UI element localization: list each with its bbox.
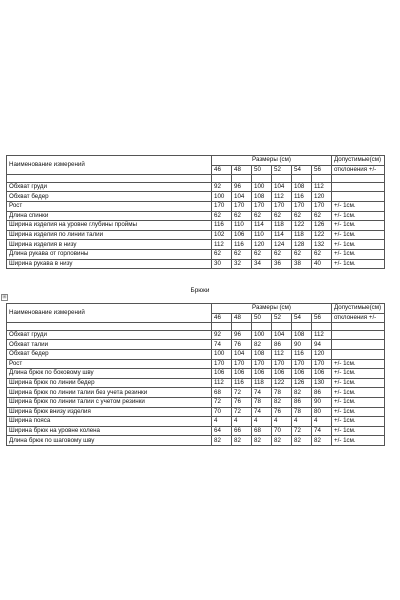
measurement-value: 106 [292,369,312,379]
measurement-value: 170 [272,201,292,211]
table-jacket-measurements [6,155,385,269]
table-row [7,211,385,221]
tolerance-value: +/- 1см. [332,369,385,379]
tolerance-value: +/- 1см. [332,378,385,388]
measurement-value: 90 [312,397,332,407]
measurement-value: 4 [212,417,232,427]
tolerance-value: +/- 1см. [332,240,385,250]
measurement-value: 106 [212,369,232,379]
measurement-value: 124 [272,240,292,250]
measurement-value: 78 [292,407,312,417]
size-col: 54 [292,165,312,175]
measurement-value: 4 [312,417,332,427]
measurement-value: 104 [272,330,292,340]
measurement-value: 100 [252,330,272,340]
measurement-name: Обхват талии [7,340,212,350]
tolerance-value [332,349,385,359]
table-header-row [7,304,385,314]
measurement-value: 104 [232,349,252,359]
measurement-value: 170 [252,359,272,369]
measurement-value: 72 [212,397,232,407]
size-col: 54 [292,313,312,323]
measurement-name: Длина брюк по шаговому шву [7,436,212,446]
size-col: 56 [312,313,332,323]
measurement-value: 92 [212,182,232,192]
measurement-value: 74 [252,388,272,398]
table-row [7,182,385,192]
measurement-value: 100 [212,192,232,202]
measurement-value: 108 [292,182,312,192]
measurement-value: 112 [312,182,332,192]
measurement-value: 170 [232,201,252,211]
table-row [7,426,385,436]
size-col: 56 [312,165,332,175]
tolerance-value: +/- 1см. [332,426,385,436]
measurement-value: 68 [212,388,232,398]
measurement-name: Обхват груди [7,182,212,192]
measurement-value: 62 [312,211,332,221]
measurement-value: 82 [232,436,252,446]
measurement-value: 118 [252,378,272,388]
measurement-value: 170 [272,359,292,369]
table-row [7,407,385,417]
tolerance-value: +/- 1см. [332,259,385,269]
measurement-name: Длина брюк по боковому шву [7,369,212,379]
measurement-value: 82 [292,436,312,446]
empty-cell [212,175,232,183]
measurement-value: 126 [312,221,332,231]
measurement-value: 82 [292,388,312,398]
empty-cell [272,323,292,331]
measurement-name: Ширина пояса [7,417,212,427]
tolerance-value: +/- 1см. [332,249,385,259]
measurement-name: Ширина рукава в низу [7,259,212,269]
measurement-value: 62 [252,211,272,221]
trousers-caption: Брюки [190,287,210,294]
measurement-name: Длина спинки [7,211,212,221]
measurement-name: Ширина брюк по линии бедер [7,378,212,388]
table-row [7,240,385,250]
measurement-value: 170 [252,201,272,211]
size-col: 46 [212,313,232,323]
empty-cell [252,323,272,331]
measurement-name: Ширина брюк по линии талии без учета резинки [7,388,212,398]
measurement-name: Ширина брюк внизу изделия [7,407,212,417]
measurement-value: 110 [232,221,252,231]
measurement-name: Ширина брюк на уровне колена [7,426,212,436]
measurement-value: 122 [292,221,312,231]
measurement-name: Обхват бедер [7,192,212,202]
measurement-value: 4 [252,417,272,427]
measurement-value: 62 [212,249,232,259]
measurement-value: 70 [272,426,292,436]
measurement-value: 108 [252,349,272,359]
measurement-value: 126 [292,378,312,388]
measurement-value: 128 [292,240,312,250]
measurement-value: 100 [212,349,232,359]
measurement-value: 114 [252,221,272,231]
measurement-value: 4 [272,417,292,427]
measurement-value: 76 [232,397,252,407]
measurement-value: 82 [212,436,232,446]
tolerance-value: +/- 1см. [332,397,385,407]
tolerance-value: +/- 1см. [332,407,385,417]
table-row [7,397,385,407]
measurement-value: 38 [292,259,312,269]
measurement-value: 108 [292,330,312,340]
header-sizes-title: Размеры (см) [212,156,332,166]
tolerance-value [332,182,385,192]
table-row [7,378,385,388]
measurement-value: 106 [232,369,252,379]
measurement-name: Длина рукава от горловины [7,249,212,259]
empty-cell [332,175,385,183]
measurement-value: 78 [252,397,272,407]
table-row [7,259,385,269]
table-trousers-measurements [6,303,385,446]
measurement-value: 62 [252,249,272,259]
measurement-value: 116 [232,240,252,250]
measurement-value: 96 [232,330,252,340]
table-row [7,249,385,259]
measurement-value: 36 [272,259,292,269]
measurement-value: 170 [212,201,232,211]
measurement-value: 4 [292,417,312,427]
tolerance-value: +/- 1см. [332,230,385,240]
measurement-value: 116 [292,349,312,359]
header-sizes-title: Размеры (см) [212,304,332,314]
measurement-value: 132 [312,240,332,250]
measurement-value: 170 [212,359,232,369]
measurement-value: 120 [252,240,272,250]
measurement-value: 104 [232,192,252,202]
measurement-value: 82 [272,436,292,446]
measurement-value: 62 [312,249,332,259]
measurement-value: 64 [212,426,232,436]
size-col: 46 [212,165,232,175]
measurement-value: 96 [232,182,252,192]
measurement-value: 80 [312,407,332,417]
table-header-row [7,156,385,166]
table-row [7,436,385,446]
empty-cell [312,175,332,183]
measurement-name: Ширина изделия на уровне глубины проймы [7,221,212,231]
tolerance-value: +/- 1см. [332,201,385,211]
size-col: 50 [252,313,272,323]
table-anchor-icon: ⊞ [2,294,7,300]
measurement-value: 170 [312,359,332,369]
tolerance-value: +/- 1см. [332,417,385,427]
table-spacer-row [7,175,385,183]
measurement-value: 106 [252,369,272,379]
measurement-name: Ширина брюк по линии талии с учетом резинки [7,397,212,407]
measurement-value: 72 [232,388,252,398]
measurement-value: 62 [212,211,232,221]
measurement-value: 82 [252,340,272,350]
measurement-name: Ширина изделия по линии талии [7,230,212,240]
table-row [7,201,385,211]
measurement-value: 62 [272,211,292,221]
empty-cell [7,323,212,331]
header-tolerance-sub: отклонения +/- [332,165,385,175]
measurement-value: 86 [312,388,332,398]
measurement-value: 78 [272,388,292,398]
measurement-value: 114 [272,230,292,240]
measurement-value: 108 [252,192,272,202]
measurement-value: 82 [272,397,292,407]
measurement-value: 86 [292,397,312,407]
measurement-value: 110 [252,230,272,240]
header-tolerance-sub: отклонения +/- [332,313,385,323]
measurement-value: 92 [212,330,232,340]
empty-cell [272,175,292,183]
measurement-value: 30 [212,259,232,269]
measurement-value: 62 [272,249,292,259]
measurement-value: 66 [232,426,252,436]
table-row [7,230,385,240]
measurement-value: 112 [212,378,232,388]
measurement-name: Обхват бедер [7,349,212,359]
measurement-value: 102 [212,230,232,240]
measurement-value: 130 [312,378,332,388]
size-col: 52 [272,165,292,175]
empty-cell [212,323,232,331]
measurement-value: 74 [312,426,332,436]
measurement-value: 82 [252,436,272,446]
header-measurement-name: Наименование измерений [7,156,212,175]
table-spacer-row [7,323,385,331]
measurement-value: 32 [232,259,252,269]
tolerance-value: +/- 1см. [332,436,385,446]
tolerance-value [332,340,385,350]
measurement-value: 72 [292,426,312,436]
measurement-value: 112 [272,192,292,202]
measurement-value: 116 [292,192,312,202]
table-row [7,388,385,398]
measurement-value: 94 [312,340,332,350]
measurement-value: 120 [312,349,332,359]
table-row [7,359,385,369]
table-row [7,369,385,379]
size-col: 52 [272,313,292,323]
measurement-value: 70 [212,407,232,417]
measurement-value: 118 [272,221,292,231]
measurement-value: 170 [292,359,312,369]
measurement-value: 34 [252,259,272,269]
measurement-name: Ширина изделия в низу [7,240,212,250]
empty-cell [232,323,252,331]
table-row [7,192,385,202]
measurement-value: 106 [272,369,292,379]
table-row [7,221,385,231]
measurement-value: 68 [252,426,272,436]
measurement-value: 106 [232,230,252,240]
tolerance-value [332,330,385,340]
measurement-value: 74 [212,340,232,350]
measurement-value: 122 [272,378,292,388]
measurement-value: 112 [272,349,292,359]
measurement-value: 118 [292,230,312,240]
tolerance-value [332,192,385,202]
empty-cell [312,323,332,331]
measurement-value: 106 [312,369,332,379]
measurement-value: 170 [232,359,252,369]
empty-cell [292,175,312,183]
empty-cell [292,323,312,331]
measurement-name: Обхват груди [7,330,212,340]
measurement-value: 82 [312,436,332,446]
measurement-value: 170 [312,201,332,211]
tolerance-value: +/- 1см. [332,221,385,231]
measurement-value: 76 [232,340,252,350]
table-row [7,349,385,359]
tolerance-value: +/- 1см. [332,388,385,398]
measurement-value: 72 [232,407,252,417]
measurement-value: 120 [312,192,332,202]
measurement-value: 4 [232,417,252,427]
measurement-value: 112 [312,330,332,340]
header-tolerance-title: Допустимые(см) [332,156,385,166]
measurement-value: 76 [272,407,292,417]
measurement-value: 62 [292,249,312,259]
measurement-value: 74 [252,407,272,417]
measurement-value: 62 [232,211,252,221]
empty-cell [332,323,385,331]
measurement-value: 90 [292,340,312,350]
size-col: 50 [252,165,272,175]
table-row [7,340,385,350]
measurement-name: Рост [7,201,212,211]
measurement-value: 170 [292,201,312,211]
size-col: 48 [232,313,252,323]
measurement-value: 62 [292,211,312,221]
header-measurement-name: Наименование измерений [7,304,212,323]
tolerance-value: +/- 1см. [332,359,385,369]
empty-cell [7,175,212,183]
table-row [7,330,385,340]
tolerance-value: +/- 1см. [332,211,385,221]
measurement-value: 40 [312,259,332,269]
measurement-value: 100 [252,182,272,192]
measurement-value: 116 [212,221,232,231]
measurement-value: 104 [272,182,292,192]
empty-cell [232,175,252,183]
measurement-value: 116 [232,378,252,388]
measurement-name: Рост [7,359,212,369]
measurement-value: 112 [212,240,232,250]
measurement-value: 62 [232,249,252,259]
empty-cell [252,175,272,183]
measurement-value: 122 [312,230,332,240]
size-col: 48 [232,165,252,175]
table-row [7,417,385,427]
header-tolerance-title: Допустимые(см) [332,304,385,314]
measurement-value: 86 [272,340,292,350]
